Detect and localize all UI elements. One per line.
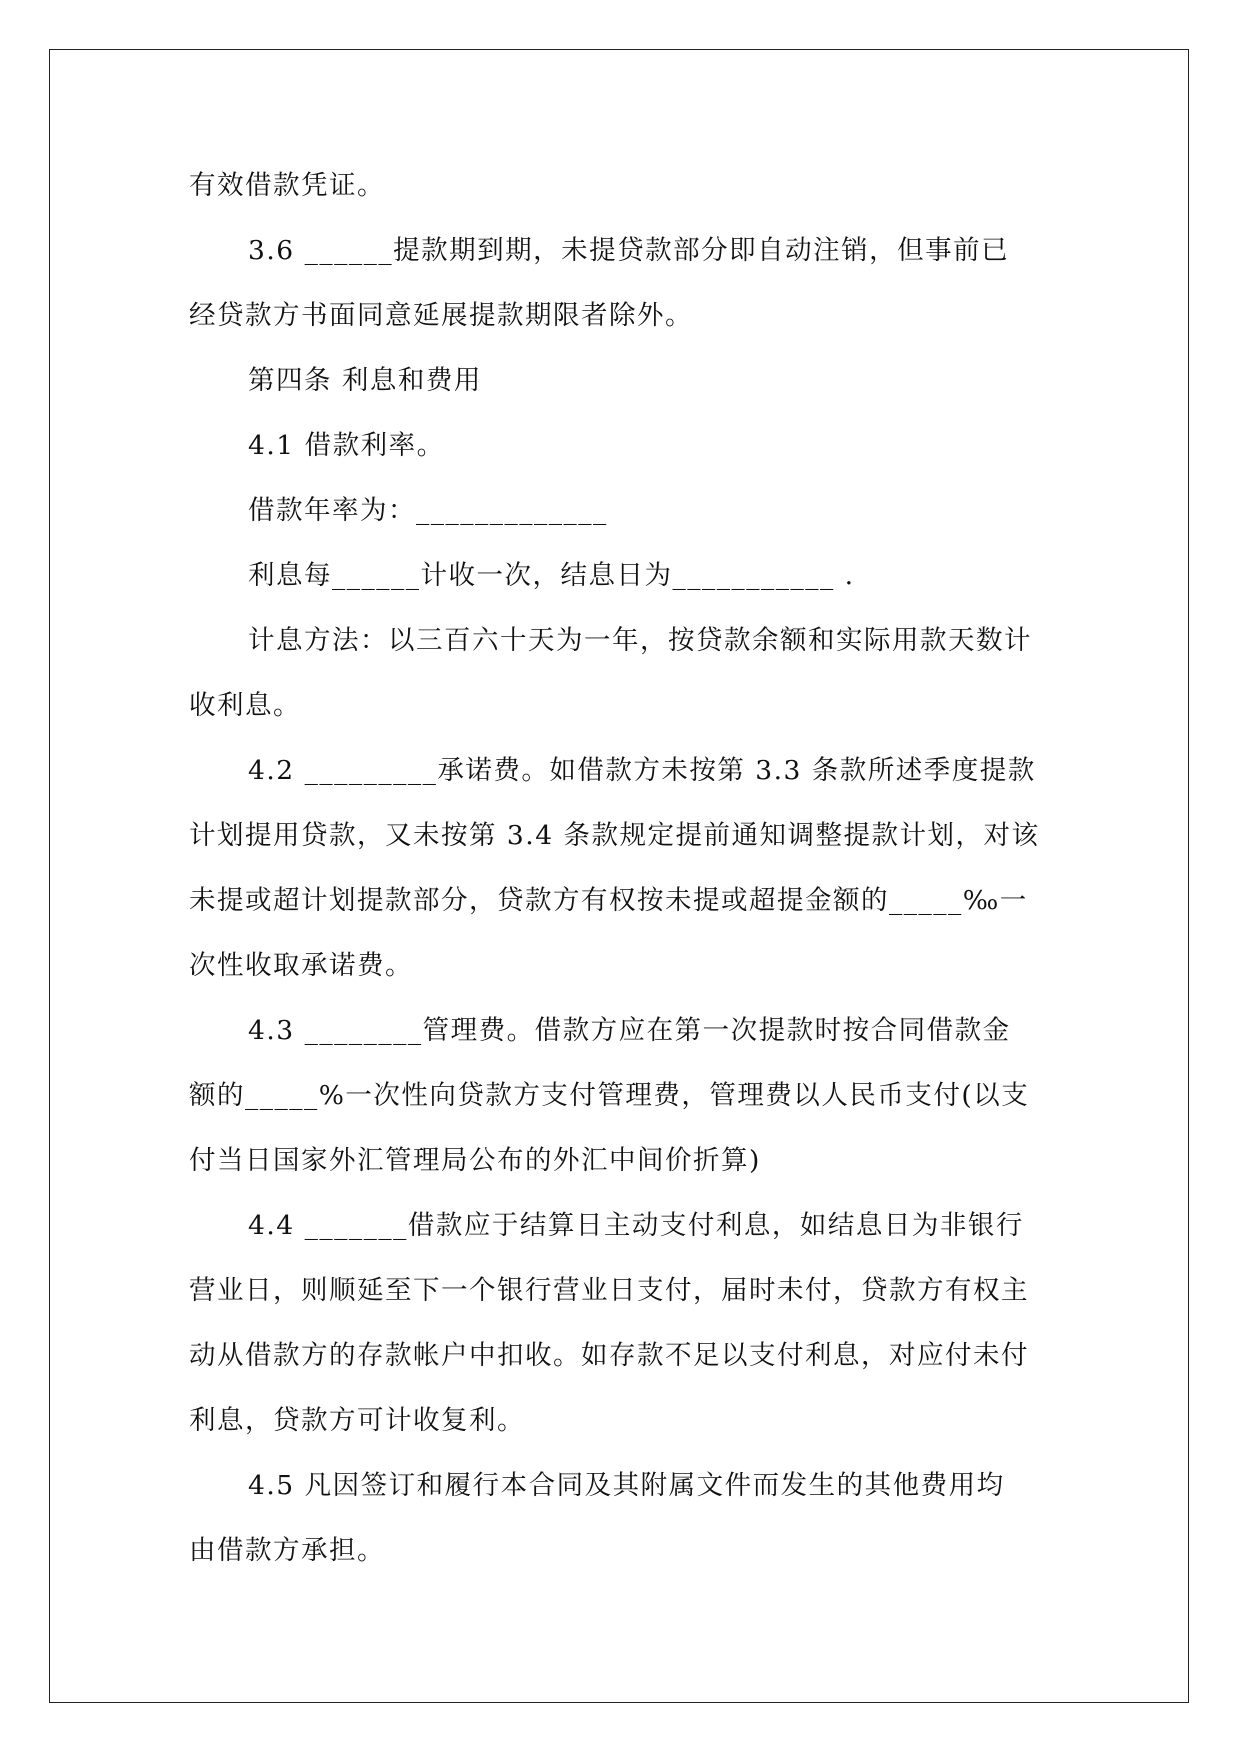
text-line: 收利息。 bbox=[189, 690, 301, 721]
text-line: 有效借款凭证。 bbox=[189, 170, 385, 201]
text-line: 4.1 借款利率。 bbox=[248, 430, 445, 461]
text-line: 4.3 ________管理费。借款方应在第一次提款时按合同借款金 bbox=[248, 1015, 1011, 1046]
text-line: 经贷款方书面同意延展提款期限者除外。 bbox=[189, 300, 693, 331]
text-line: 未提或超计划提款部分，贷款方有权按未提或超提金额的_____‰一 bbox=[189, 885, 1028, 916]
paragraph-interest-period bbox=[189, 543, 1051, 608]
text-line: 4.2 _________承诺费。如借款方未按第 3.3 条款所述季度提款 bbox=[248, 755, 1036, 786]
paragraph-annual-rate bbox=[189, 478, 1051, 543]
document-body bbox=[189, 153, 1051, 1583]
text-line: 次性收取承诺费。 bbox=[189, 950, 413, 981]
paragraph-clause-4-5 bbox=[189, 1453, 1051, 1583]
paragraph-loan-voucher bbox=[189, 153, 1051, 218]
text-line: 付当日国家外汇管理局公布的外汇中间价折算) bbox=[189, 1145, 761, 1176]
section-heading-article-4 bbox=[189, 348, 1051, 413]
text-line: 利息每______计收一次，结息日为___________ . bbox=[248, 560, 855, 591]
text-line: 借款年率为：_____________ bbox=[248, 495, 608, 526]
paragraph-clause-4-2 bbox=[189, 738, 1051, 998]
text-line: 4.5 凡因签订和履行本合同及其附属文件而发生的其他费用均 bbox=[248, 1470, 1005, 1501]
text-line: 利息，贷款方可计收复利。 bbox=[189, 1405, 525, 1436]
text-line: 计划提用贷款，又未按第 3.4 条款规定提前通知调整提款计划，对该 bbox=[189, 820, 1040, 851]
text-line: 计息方法：以三百六十天为一年，按贷款余额和实际用款天数计 bbox=[248, 625, 1032, 656]
paragraph-interest-method bbox=[189, 608, 1051, 738]
text-line: 由借款方承担。 bbox=[189, 1535, 385, 1566]
text-line: 额的_____%一次性向贷款方支付管理费，管理费以人民币支付(以支 bbox=[189, 1080, 1030, 1111]
text-line: 4.4 _______借款应于结算日主动支付利息，如结息日为非银行 bbox=[248, 1210, 1024, 1241]
text-line: 营业日，则顺延至下一个银行营业日支付，届时未付，贷款方有权主 bbox=[189, 1275, 1029, 1306]
text-line: 第四条 利息和费用 bbox=[248, 365, 482, 396]
text-line: 3.6 ______提款期到期，未提贷款部分即自动注销，但事前已 bbox=[248, 235, 1010, 266]
paragraph-clause-4-4 bbox=[189, 1193, 1051, 1453]
paragraph-clause-4-3 bbox=[189, 998, 1051, 1193]
text-line: 动从借款方的存款帐户中扣收。如存款不足以支付利息，对应付未付 bbox=[189, 1340, 1029, 1371]
paragraph-clause-4-1 bbox=[189, 413, 1051, 478]
paragraph-clause-3-6 bbox=[189, 218, 1051, 348]
